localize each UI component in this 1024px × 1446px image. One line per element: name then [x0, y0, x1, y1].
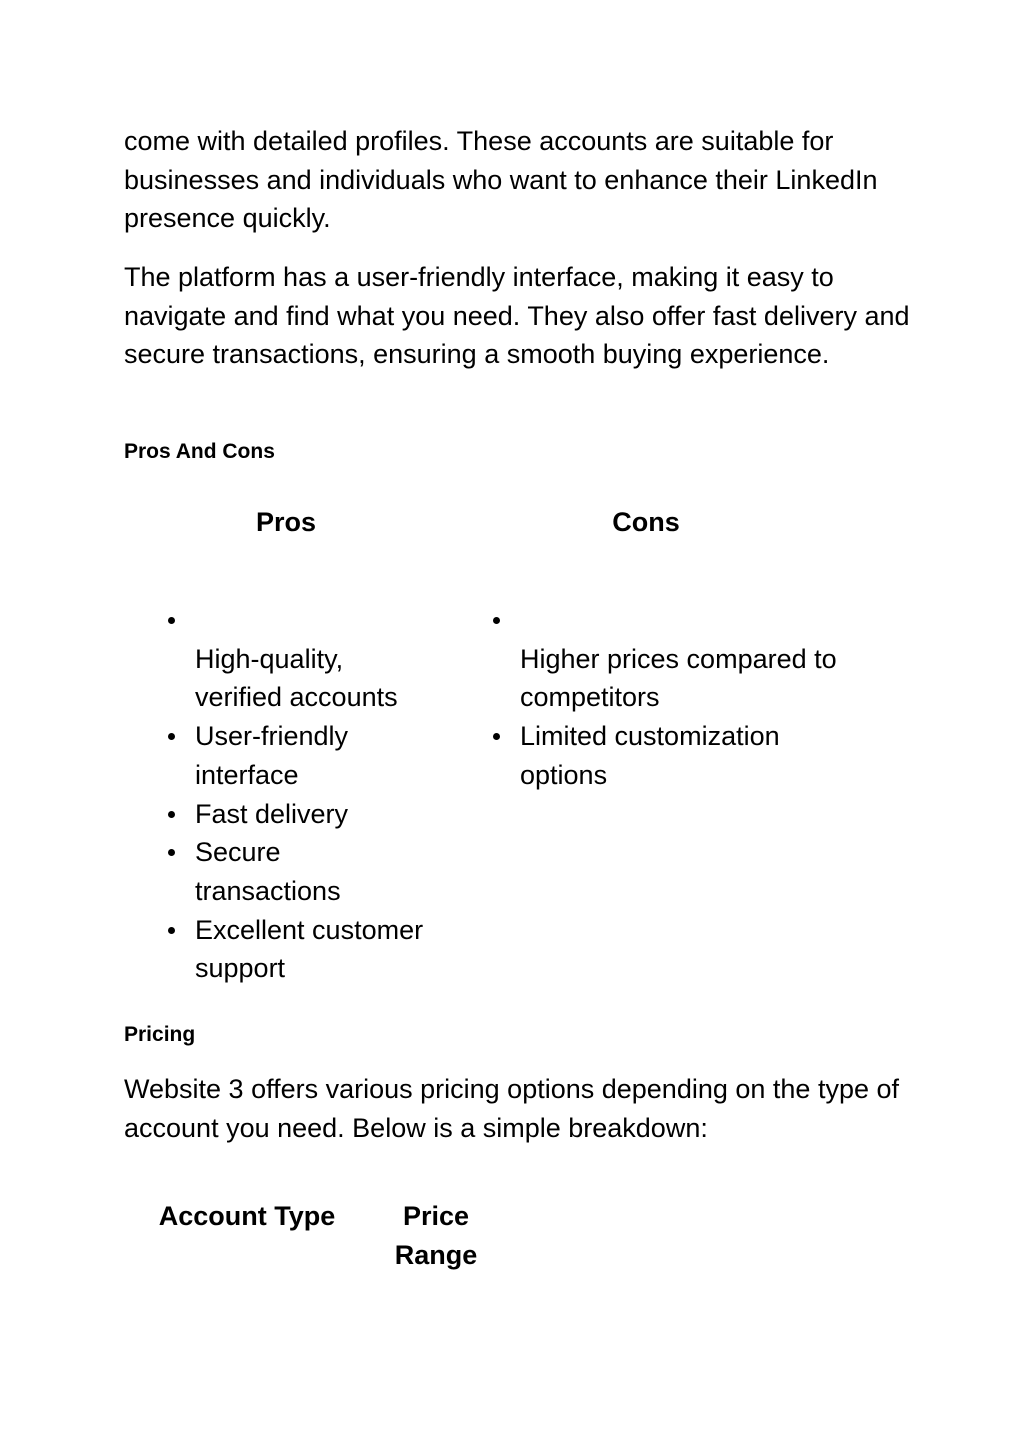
- list-item: Higher prices compared to competitors: [449, 601, 839, 717]
- cons-header: Cons: [612, 507, 680, 537]
- cons-list: [449, 601, 839, 795]
- pros-header: Pros: [255, 507, 317, 537]
- pros-and-cons-heading: Pros And Cons: [124, 440, 275, 463]
- list-item: Limited customization options: [449, 717, 839, 794]
- intro-paragraph: come with detailed profiles. These accounts are suitable for businesses and individuals who want to enhance their LinkedIn presence quickly.: [124, 126, 878, 234]
- account-type-header: Account Type: [158, 1201, 336, 1231]
- list-item: High-quality, verified accounts: [124, 601, 424, 717]
- pricing-paragraph: Website 3 offers various pricing options depending on the type of account you need. Below is a simple breakdown:: [124, 1074, 899, 1143]
- list-item: User-friendly interface: [124, 717, 424, 794]
- list-item: Secure transactions: [124, 833, 424, 910]
- pricing-heading: Pricing: [124, 1023, 196, 1046]
- price-range-header: Price Range: [394, 1201, 478, 1270]
- pros-list: [124, 601, 424, 988]
- list-item: Excellent customer support: [124, 911, 424, 988]
- platform-paragraph: The platform has a user-friendly interface, making it easy to navigate and find what you need. They also offer fast delivery and secure transactions, ensuring a smooth buying experience.: [124, 262, 910, 370]
- list-item: Fast delivery: [124, 795, 424, 834]
